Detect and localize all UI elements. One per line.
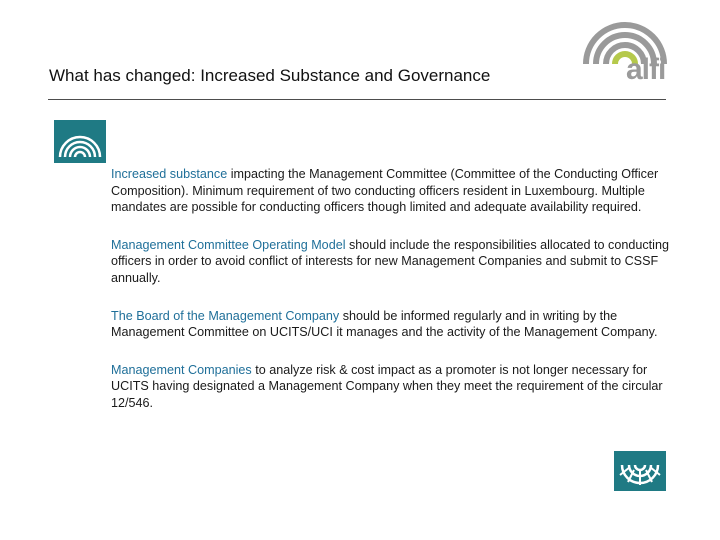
paragraph-1-text: impacting the Management Committee (Committee of the Conducting Officer Composition). Minimum requirement of two conducting officers resident in Luxembourg. Multiple mandates are possible for conducting officers though limited and adequate availability required. bbox=[111, 167, 659, 215]
sun-arch-icon bbox=[614, 451, 666, 491]
paragraph-4-text: to analyze risk & cost impact as a promoter is not longer necessary for UCITS having designated a Management Company when they meet the requirement of the circular 12/546. bbox=[111, 362, 663, 410]
slide-title: What has changed: Increased Substance and Governance bbox=[49, 66, 491, 85]
arch-icon bbox=[54, 120, 106, 163]
paragraph-2-highlight: Management Committee Operating Model bbox=[111, 237, 346, 252]
paragraph-3-highlight: The Board of the Management Company bbox=[111, 308, 340, 323]
alfi-logo-text: alfi bbox=[626, 53, 666, 86]
paragraph-3-text: should be informed regularly and in writing by the Management Committee on UCITS/UCI it manages and the activity of the Management Company. bbox=[111, 308, 658, 340]
paragraph-4 bbox=[111, 362, 671, 412]
paragraph-1 bbox=[111, 166, 671, 216]
paragraph-3 bbox=[111, 308, 671, 341]
paragraph-2-text: should include the responsibilities allocated to conducting officers in order to avoid conflict of interests for new Management Companies and submit to CSSF annually. bbox=[111, 237, 669, 285]
paragraph-4-highlight: Management Companies bbox=[111, 362, 252, 377]
title-divider bbox=[48, 99, 666, 100]
paragraph-2 bbox=[111, 237, 671, 287]
paragraph-1-highlight: Increased substance bbox=[111, 167, 228, 181]
body-text bbox=[111, 166, 671, 433]
